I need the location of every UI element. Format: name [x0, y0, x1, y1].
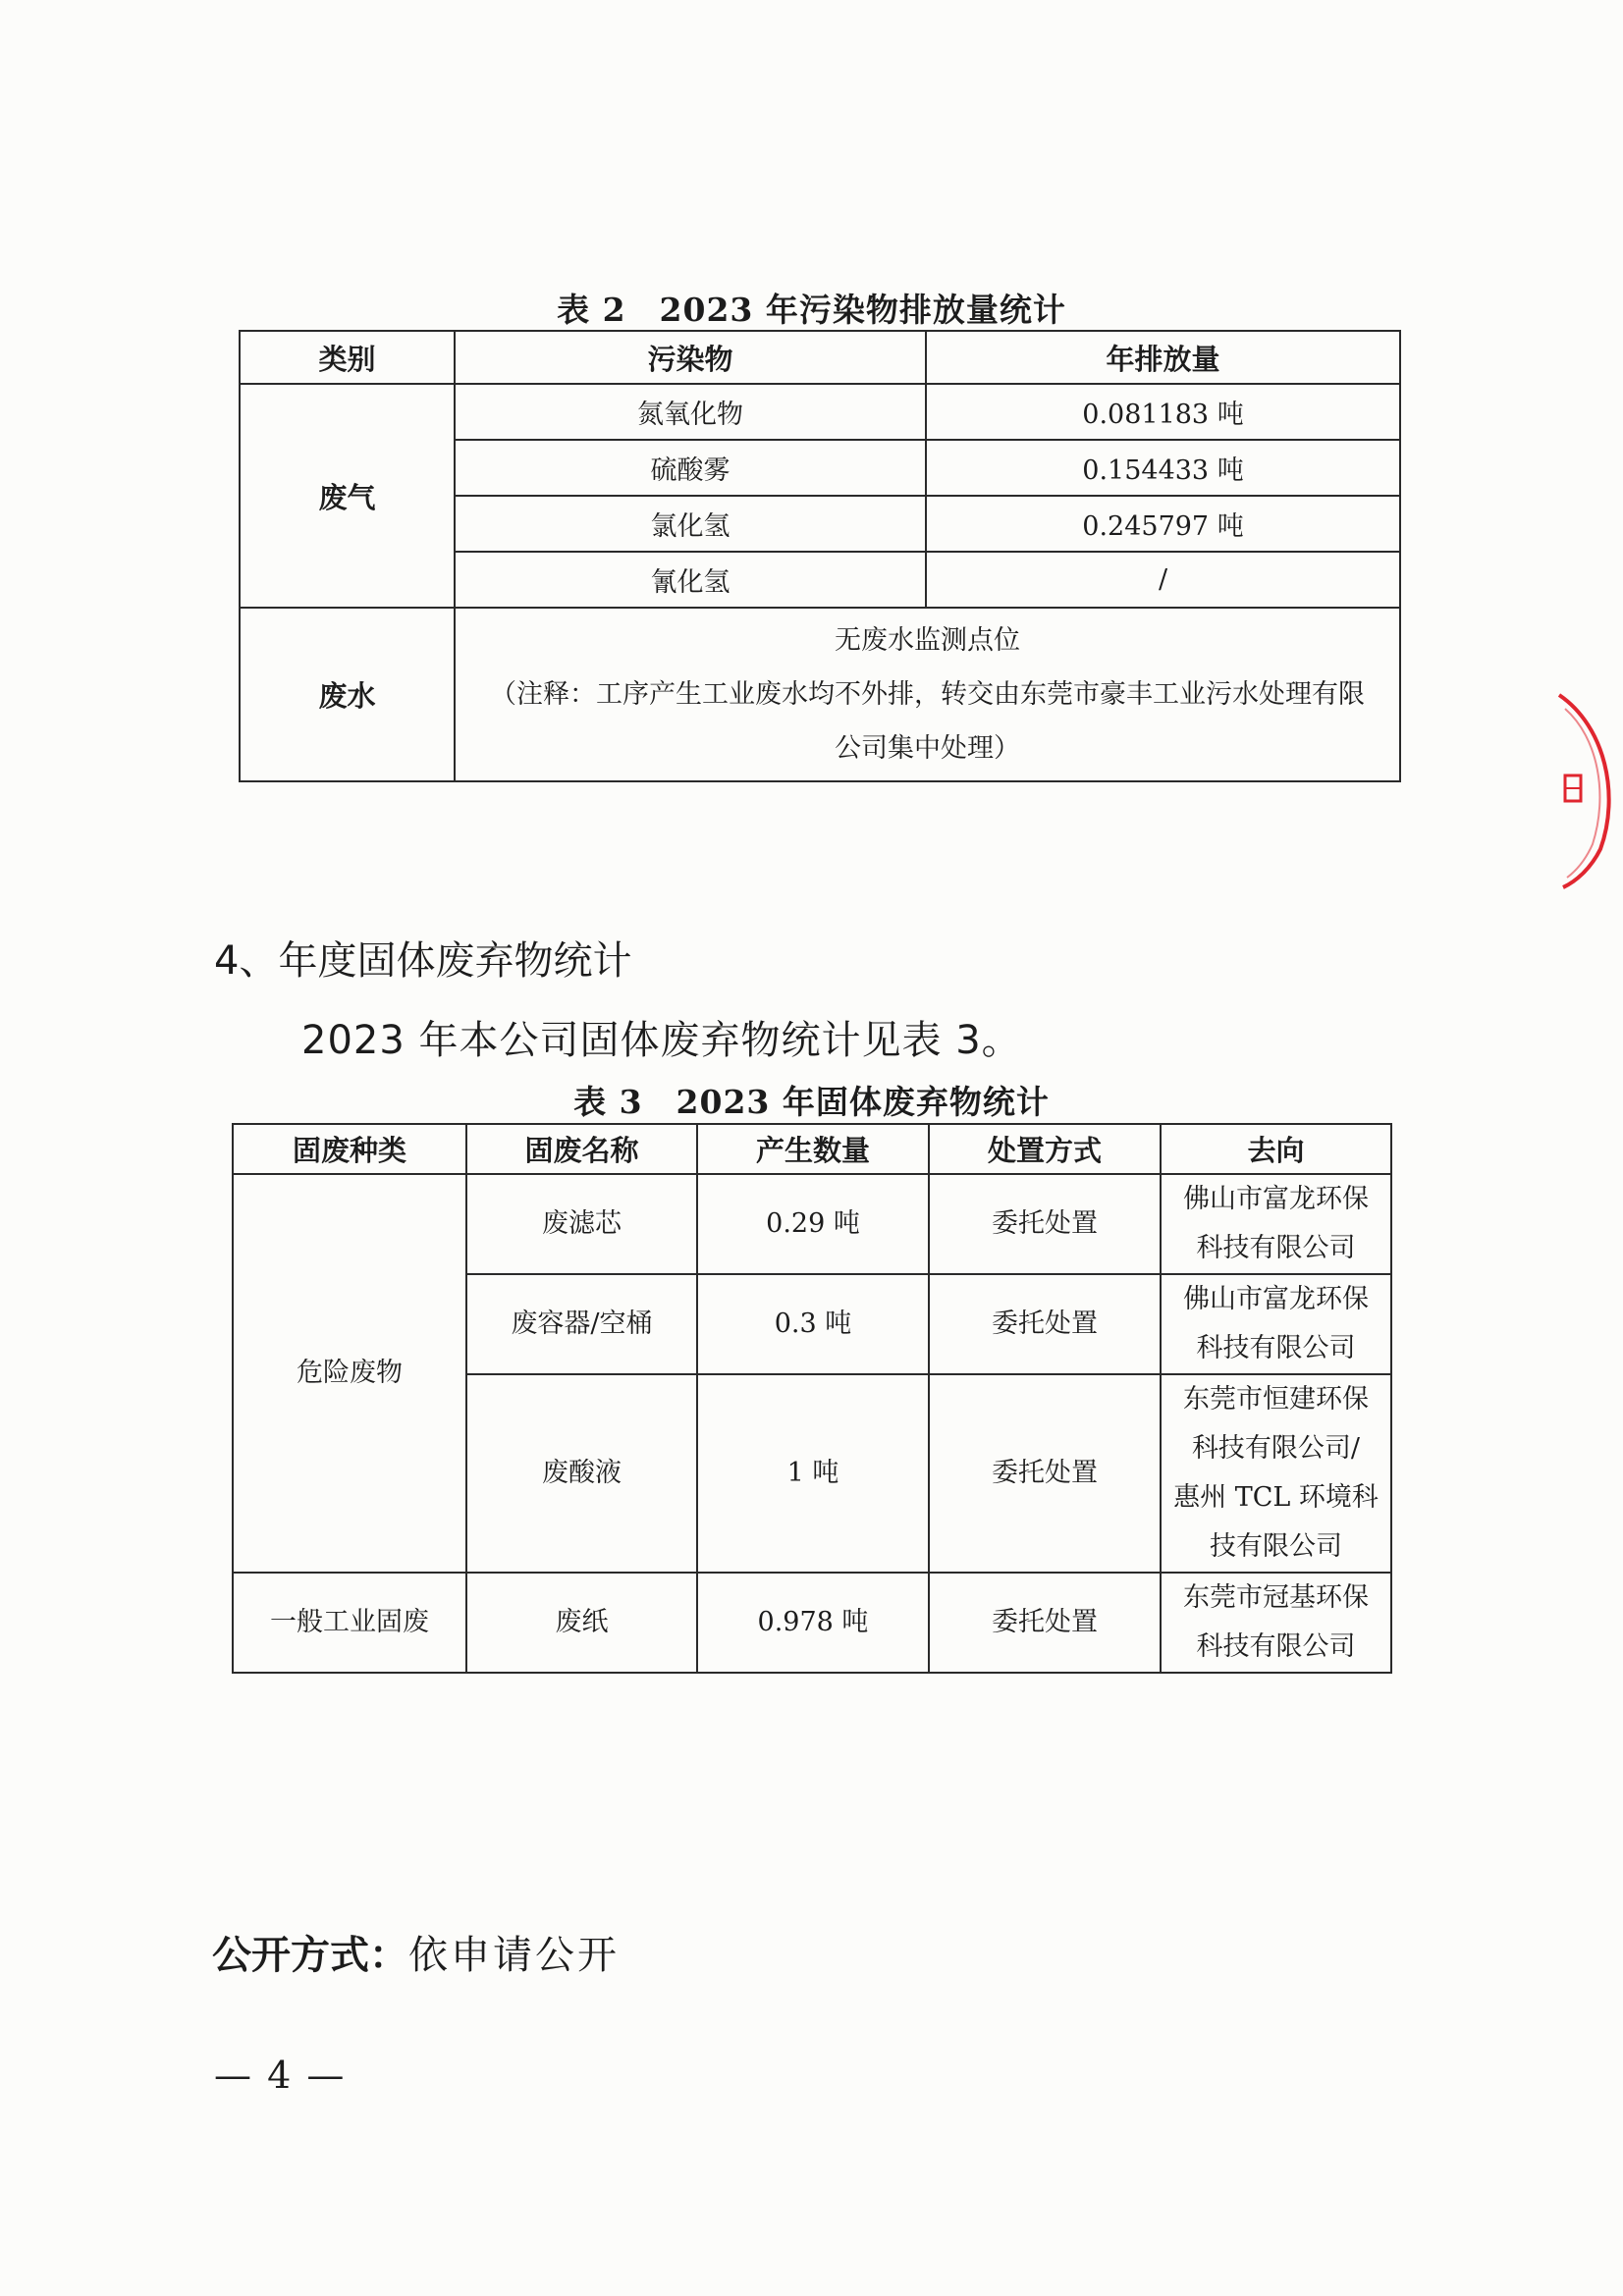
destination-line: 佛山市富龙环保: [1183, 1184, 1369, 1214]
note-line: （注释：工序产生工业废水均不外排，转交由东莞市豪丰工业污水处理有限: [490, 679, 1365, 710]
table2-caption: 表 2 2023 年污染物排放量统计: [557, 291, 1066, 329]
official-seal-fragment: [1551, 687, 1623, 893]
waste-water-note: [455, 608, 1400, 781]
disclosure-method: [212, 1924, 620, 1980]
destination-line: 科技有限公司: [1196, 1333, 1356, 1363]
note-line: 无废水监测点位: [835, 625, 1020, 656]
destination-line: 科技有限公司: [1196, 1233, 1356, 1263]
pollutant-emission-table: [239, 330, 1401, 782]
destination-cell: [1161, 1573, 1391, 1673]
method-cell: 委托处置: [929, 1274, 1161, 1374]
note-line: 公司集中处理）: [835, 733, 1020, 764]
waste-name-cell: 废滤芯: [466, 1174, 697, 1274]
destination-cell: [1161, 1374, 1391, 1573]
disclosure-value: 依申请公开: [408, 1933, 620, 1978]
amount-cell: 0.154433 吨: [926, 440, 1400, 496]
waste-name-cell: 废容器/空桶: [466, 1274, 697, 1374]
destination-line: 东莞市恒建环保: [1183, 1384, 1369, 1415]
header-waste-name: 固废名称: [466, 1124, 697, 1174]
table3-caption: 表 3 2023 年固体废弃物统计: [573, 1083, 1050, 1121]
destination-line: 科技有限公司/: [1191, 1433, 1361, 1464]
category-general: 一般工业固废: [233, 1573, 466, 1673]
table-row: [233, 1573, 1391, 1673]
header-disposal-method: 处置方式: [929, 1124, 1161, 1174]
table-row: [240, 608, 1400, 781]
destination-line: 东莞市冠基环保: [1183, 1582, 1369, 1613]
disclosure-label: 公开方式：: [212, 1933, 408, 1978]
category-waste-gas: 废气: [240, 384, 455, 608]
amount-cell: 0.245797 吨: [926, 496, 1400, 552]
destination-line: 佛山市富龙环保: [1183, 1284, 1369, 1314]
category-waste-water: 废水: [240, 608, 455, 781]
header-waste-type: 固废种类: [233, 1124, 466, 1174]
pollutant-cell: 硫酸雾: [455, 440, 926, 496]
quantity-cell: 1 吨: [697, 1374, 929, 1573]
destination-line: 科技有限公司: [1196, 1631, 1356, 1662]
waste-name-cell: 废纸: [466, 1573, 697, 1673]
quantity-cell: 0.3 吨: [697, 1274, 929, 1374]
quantity-cell: 0.978 吨: [697, 1573, 929, 1673]
destination-cell: [1161, 1274, 1391, 1374]
pollutant-cell: 氰化氢: [455, 552, 926, 608]
method-cell: 委托处置: [929, 1174, 1161, 1274]
method-cell: 委托处置: [929, 1374, 1161, 1573]
table-row: [240, 384, 1400, 440]
page-number: — 4 —: [214, 2054, 347, 2097]
table-header-row: [233, 1124, 1391, 1174]
pollutant-cell: 氯化氢: [455, 496, 926, 552]
table-row: [233, 1174, 1391, 1274]
header-annual-emission: 年排放量: [926, 331, 1400, 384]
header-category: 类别: [240, 331, 455, 384]
header-quantity: 产生数量: [697, 1124, 929, 1174]
table-header-row: [240, 331, 1400, 384]
category-hazardous: 危险废物: [233, 1174, 466, 1573]
section-paragraph: 2023 年本公司固体废弃物统计见表 3。: [301, 1018, 1022, 1063]
quantity-cell: 0.29 吨: [697, 1174, 929, 1274]
destination-line: 惠州 TCL 环境科: [1173, 1482, 1379, 1513]
destination-line: 技有限公司: [1210, 1531, 1342, 1562]
method-cell: 委托处置: [929, 1573, 1161, 1673]
amount-cell: /: [926, 552, 1400, 608]
amount-cell: 0.081183 吨: [926, 384, 1400, 440]
header-pollutant: 污染物: [455, 331, 926, 384]
solid-waste-table: [232, 1123, 1392, 1674]
section-heading: 4、年度固体废弃物统计: [214, 938, 632, 984]
header-destination: 去向: [1161, 1124, 1391, 1174]
destination-cell: [1161, 1174, 1391, 1274]
waste-name-cell: 废酸液: [466, 1374, 697, 1573]
pollutant-cell: 氮氧化物: [455, 384, 926, 440]
